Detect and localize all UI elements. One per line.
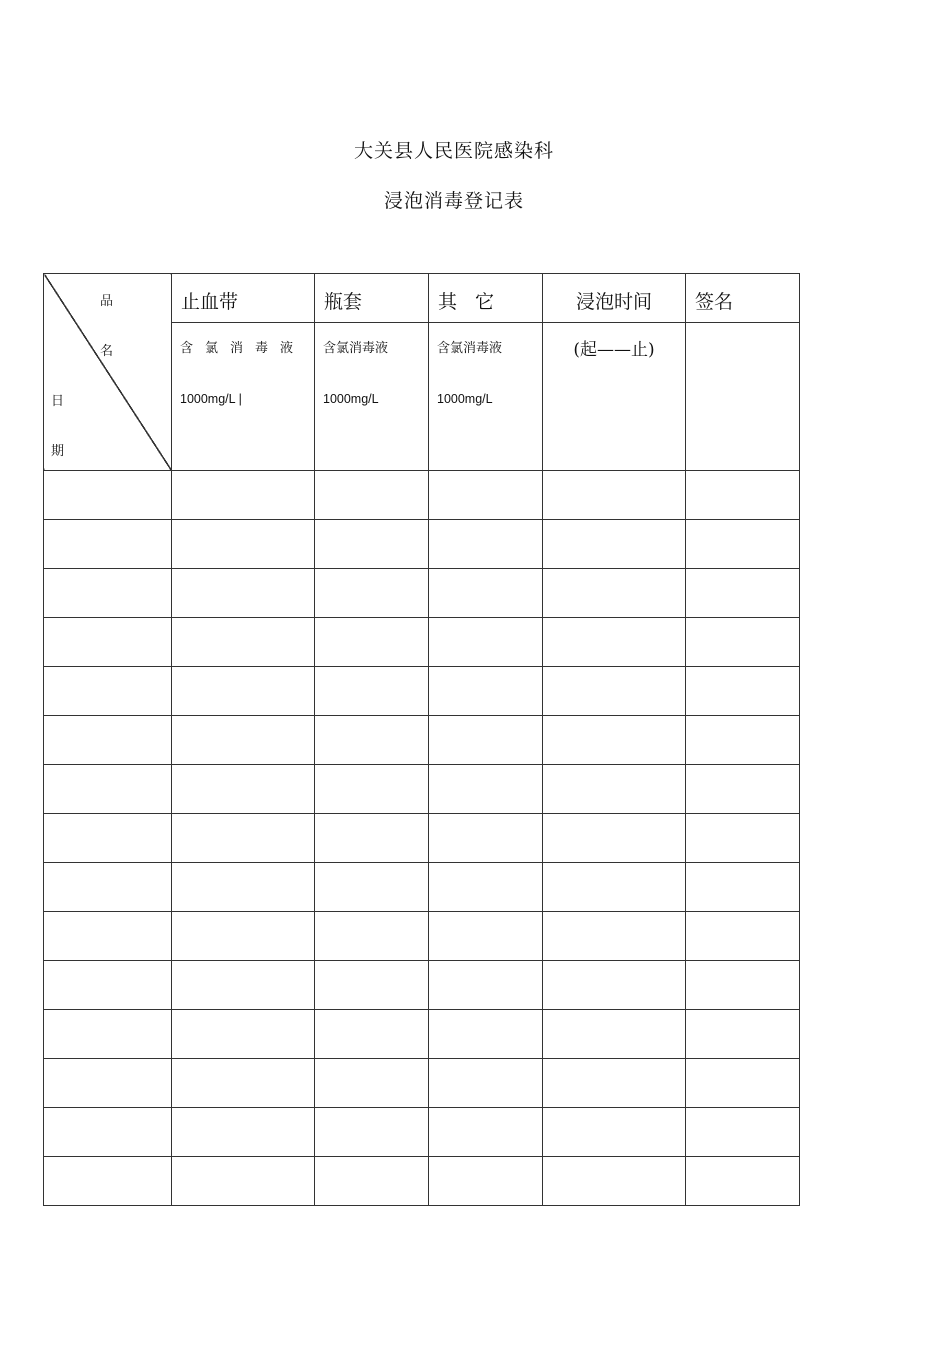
signature-cell[interactable] (686, 667, 800, 716)
header-row (44, 274, 800, 323)
date-cell[interactable] (44, 1108, 172, 1157)
form-title: 浸泡消毒登记表 (383, 190, 524, 212)
other-cell[interactable] (429, 961, 543, 1010)
disinfectant-name: 含氯消毒液 (180, 341, 306, 356)
tourniquet-cell[interactable] (172, 716, 315, 765)
signature-cell[interactable] (686, 471, 800, 520)
other-cell[interactable] (429, 863, 543, 912)
tourniquet-cell[interactable] (172, 863, 315, 912)
signature-cell[interactable] (686, 765, 800, 814)
soak-time-cell[interactable] (543, 471, 686, 520)
corner-label-ming: 名 (100, 344, 114, 359)
disinfectant-concentration: 1000mg/L | (180, 392, 242, 406)
other-cell[interactable] (429, 520, 543, 569)
bottle-cover-cell[interactable] (315, 618, 429, 667)
table-row (44, 1010, 800, 1059)
disinfectant-name: 含氯消毒液 (437, 341, 503, 356)
disinfectant-concentration: 1000mg/L (323, 392, 379, 406)
soak-time-cell[interactable] (543, 667, 686, 716)
date-cell[interactable] (44, 1010, 172, 1059)
soak-time-cell[interactable] (543, 1010, 686, 1059)
table-row (44, 716, 800, 765)
hospital-department-title: 大关县人民医院感染科 (353, 140, 554, 162)
tourniquet-cell[interactable] (172, 1108, 315, 1157)
date-cell[interactable] (44, 520, 172, 569)
table-row (44, 961, 800, 1010)
tourniquet-cell[interactable] (172, 961, 315, 1010)
table-row (44, 863, 800, 912)
date-cell[interactable] (44, 765, 172, 814)
bottle-cover-cell[interactable] (315, 1010, 429, 1059)
tourniquet-cell[interactable] (172, 569, 315, 618)
signature-cell[interactable] (686, 1010, 800, 1059)
bottle-cover-cell[interactable] (315, 765, 429, 814)
signature-cell[interactable] (686, 961, 800, 1010)
subheader-signature (686, 323, 800, 471)
soak-time-cell[interactable] (543, 618, 686, 667)
bottle-cover-cell[interactable] (315, 667, 429, 716)
corner-diagonal-cell (44, 274, 172, 471)
other-cell[interactable] (429, 471, 543, 520)
signature-cell[interactable] (686, 863, 800, 912)
subheader-other (429, 323, 543, 471)
table-row (44, 1059, 800, 1108)
bottle-cover-cell[interactable] (315, 1157, 429, 1206)
bottle-cover-cell[interactable] (315, 1108, 429, 1157)
table-row (44, 520, 800, 569)
bottle-cover-cell[interactable] (315, 716, 429, 765)
bottle-cover-cell[interactable] (315, 863, 429, 912)
other-cell[interactable] (429, 765, 543, 814)
soak-time-cell[interactable] (543, 1157, 686, 1206)
other-cell[interactable] (429, 1010, 543, 1059)
soak-time-cell[interactable] (543, 520, 686, 569)
corner-label-ri: 日 (51, 394, 65, 409)
date-cell[interactable] (44, 618, 172, 667)
table-row (44, 1157, 800, 1206)
date-cell[interactable] (44, 1157, 172, 1206)
other-cell[interactable] (429, 667, 543, 716)
bottle-cover-cell[interactable] (315, 961, 429, 1010)
soak-time-cell[interactable] (543, 569, 686, 618)
corner-label-pin: 品 (100, 294, 114, 309)
signature-cell[interactable] (686, 520, 800, 569)
bottle-cover-cell[interactable] (315, 471, 429, 520)
soak-time-cell[interactable] (543, 1059, 686, 1108)
soak-time-cell[interactable] (543, 765, 686, 814)
signature-cell[interactable] (686, 618, 800, 667)
subheader-tourniquet (172, 323, 315, 471)
soak-time-cell[interactable] (543, 1108, 686, 1157)
other-cell[interactable] (429, 1059, 543, 1108)
tourniquet-cell[interactable] (172, 1010, 315, 1059)
disinfection-register-table (43, 273, 800, 1206)
tourniquet-cell[interactable] (172, 814, 315, 863)
table-row (44, 814, 800, 863)
other-cell[interactable] (429, 1108, 543, 1157)
subheader-bottle-cover (315, 323, 429, 471)
signature-cell[interactable] (686, 569, 800, 618)
subheader-soak-time-range: (起——止) (543, 323, 686, 471)
table-row (44, 765, 800, 814)
disinfectant-name: 含氯消毒液 (323, 341, 389, 356)
soak-time-cell[interactable] (543, 814, 686, 863)
date-cell[interactable] (44, 569, 172, 618)
column-header-soak-time: 浸泡时间 (543, 274, 686, 323)
date-cell[interactable] (44, 863, 172, 912)
tourniquet-cell[interactable] (172, 520, 315, 569)
soak-time-cell[interactable] (543, 863, 686, 912)
signature-cell[interactable] (686, 716, 800, 765)
bottle-cover-cell[interactable] (315, 520, 429, 569)
tourniquet-cell[interactable] (172, 765, 315, 814)
bottle-cover-cell[interactable] (315, 814, 429, 863)
tourniquet-cell[interactable] (172, 667, 315, 716)
other-cell[interactable] (429, 912, 543, 961)
column-header-other: 其 它 (429, 274, 543, 323)
signature-cell[interactable] (686, 1108, 800, 1157)
date-cell[interactable] (44, 667, 172, 716)
date-cell[interactable] (44, 912, 172, 961)
table-row (44, 667, 800, 716)
tourniquet-cell[interactable] (172, 618, 315, 667)
date-cell[interactable] (44, 1059, 172, 1108)
date-cell[interactable] (44, 961, 172, 1010)
bottle-cover-cell[interactable] (315, 1059, 429, 1108)
date-cell[interactable] (44, 471, 172, 520)
signature-cell[interactable] (686, 814, 800, 863)
table-row (44, 471, 800, 520)
other-cell[interactable] (429, 814, 543, 863)
soak-time-cell[interactable] (543, 716, 686, 765)
soak-time-cell[interactable] (543, 961, 686, 1010)
date-cell[interactable] (44, 716, 172, 765)
tourniquet-cell[interactable] (172, 471, 315, 520)
tourniquet-cell[interactable] (172, 912, 315, 961)
table-row (44, 569, 800, 618)
tourniquet-cell[interactable] (172, 1059, 315, 1108)
tourniquet-cell[interactable] (172, 1157, 315, 1206)
column-header-bottle-cover: 瓶套 (315, 274, 429, 323)
table-row (44, 618, 800, 667)
other-cell[interactable] (429, 618, 543, 667)
corner-label-qi: 期 (51, 444, 65, 459)
table-row (44, 912, 800, 961)
soak-time-cell[interactable] (543, 912, 686, 961)
signature-cell[interactable] (686, 1059, 800, 1108)
disinfectant-concentration: 1000mg/L (437, 392, 493, 406)
table-row (44, 1108, 800, 1157)
other-cell[interactable] (429, 716, 543, 765)
column-header-tourniquet: 止血带 (172, 274, 315, 323)
bottle-cover-cell[interactable] (315, 912, 429, 961)
signature-cell[interactable] (686, 1157, 800, 1206)
column-header-signature: 签名 (686, 274, 800, 323)
other-cell[interactable] (429, 1157, 543, 1206)
signature-cell[interactable] (686, 912, 800, 961)
date-cell[interactable] (44, 814, 172, 863)
bottle-cover-cell[interactable] (315, 569, 429, 618)
other-cell[interactable] (429, 569, 543, 618)
